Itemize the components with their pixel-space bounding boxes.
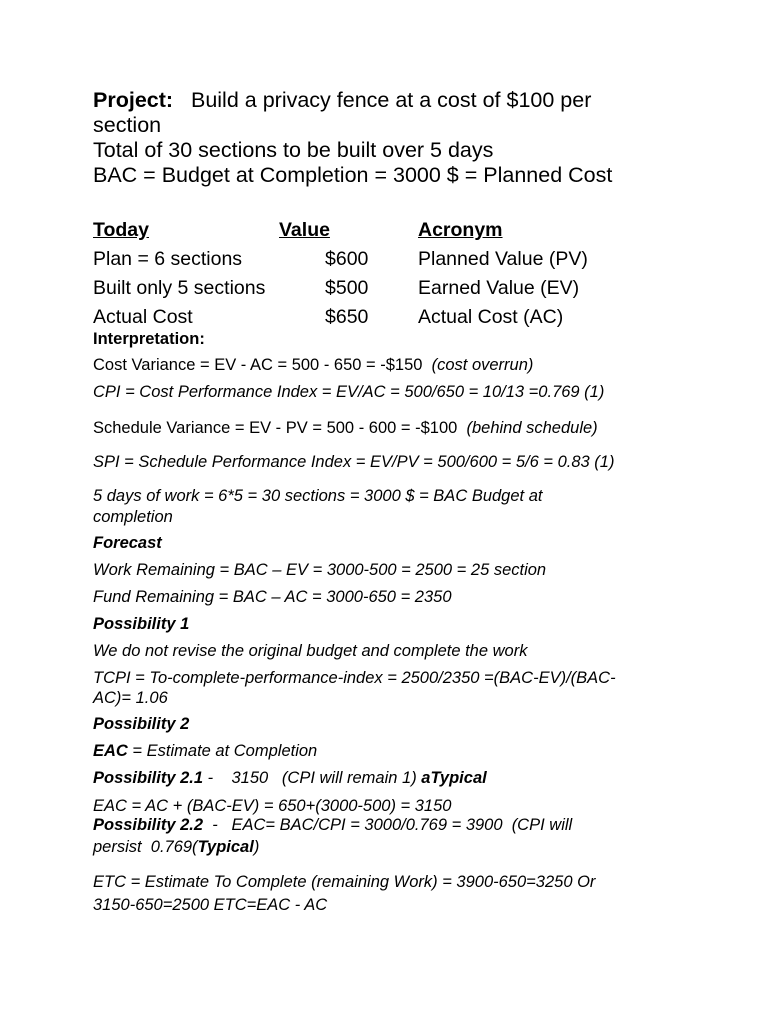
possibility-2-heading: Possibility 2 <box>93 715 190 733</box>
possibility-2-1-formula: EAC = AC + (BAC-EV) = 650+(3000-500) = 3150 <box>93 797 452 815</box>
cpi-line: CPI = Cost Performance Index = EV/AC = 500/650 = 10/13 =0.769 (1) <box>93 383 605 401</box>
header-value: Value <box>279 219 330 241</box>
project-text: Build a privacy fence at a cost of $100 per <box>190 88 592 112</box>
possibility-2-1-label: Possibility 2.1 <box>93 769 204 787</box>
etc-line-2: 3150-650=2500 ETC=EAC - AC <box>93 896 328 914</box>
schedule-variance-note: (behind schedule) <box>466 419 598 437</box>
days-of-work-line-2: completion <box>93 508 173 526</box>
project-line <box>93 88 591 113</box>
cost-variance-line <box>93 356 533 375</box>
days-of-work-line-1: 5 days of work = 6*5 = 30 sections = 3000 $ = BAC Budget at <box>93 487 543 505</box>
cost-variance-formula: Cost Variance = EV - AC = 500 - 650 = -$150 <box>93 356 423 374</box>
row-plan-acronym: Planned Value (PV) <box>418 248 588 270</box>
possibility-2-2-label: Possibility 2.2 <box>93 816 204 834</box>
etc-line-1: ETC = Estimate To Complete (remaining Work) = 3900-650=3250 Or <box>93 873 596 891</box>
possibility-2-2-close: ) <box>253 838 260 856</box>
interpretation-heading: Interpretation: <box>93 330 205 348</box>
possibility-2-2-tag: Typical <box>197 838 254 856</box>
total-sections-line: Total of 30 sections to be built over 5 days <box>93 138 494 162</box>
row-plan-value: $600 <box>325 248 369 270</box>
spi-line: SPI = Schedule Performance Index = EV/PV = 500/600 = 5/6 = 0.83 (1) <box>93 453 615 471</box>
header-acronym: Acronym <box>418 219 503 241</box>
possibility-1-heading: Possibility 1 <box>93 615 190 633</box>
header-today: Today <box>93 219 149 241</box>
possibility-2-2-persist: persist 0.769( <box>93 838 198 856</box>
forecast-heading: Forecast <box>93 534 162 552</box>
possibility-2-2-line-2 <box>93 838 259 857</box>
possibility-1-text: We do not revise the original budget and complete the work <box>93 642 528 660</box>
eac-definition-line <box>93 742 317 761</box>
possibility-2-2-line <box>93 816 572 835</box>
row-actual-value: $650 <box>325 306 369 328</box>
eac-text: = Estimate at Completion <box>127 742 318 760</box>
project-line-2: section <box>93 113 162 137</box>
row-actual-label: Actual Cost <box>93 306 193 328</box>
row-built-value: $500 <box>325 277 369 299</box>
possibility-2-2-text: - EAC= BAC/CPI = 3000/0.769 = 3900 (CPI will <box>203 816 573 834</box>
schedule-variance-formula: Schedule Variance = EV - PV = 500 - 600 = -$100 <box>93 419 458 437</box>
row-built-label: Built only 5 sections <box>93 277 266 299</box>
possibility-2-1-text: - 3150 (CPI will remain 1) <box>203 769 422 787</box>
possibility-2-1-tag: aTypical <box>421 769 487 787</box>
eac-label: EAC <box>93 742 128 760</box>
row-plan-label: Plan = 6 sections <box>93 248 243 270</box>
possibility-2-1-line <box>93 769 487 788</box>
work-remaining-line: Work Remaining = BAC – EV = 3000-500 = 2500 = 25 section <box>93 561 547 579</box>
tcpi-line-1: TCPI = To-complete-performance-index = 2500/2350 =(BAC-EV)/(BAC- <box>93 669 616 687</box>
project-label: Project: <box>93 88 174 112</box>
row-actual-acronym: Actual Cost (AC) <box>418 306 564 328</box>
cost-variance-note: (cost overrun) <box>431 356 534 374</box>
schedule-variance-line <box>93 419 598 438</box>
row-built-acronym: Earned Value (EV) <box>418 277 580 299</box>
fund-remaining-line: Fund Remaining = BAC – AC = 3000-650 = 2350 <box>93 588 452 606</box>
tcpi-line-2: AC)= 1.06 <box>93 689 168 707</box>
bac-line: BAC = Budget at Completion = 3000 $ = Planned Cost <box>93 163 613 187</box>
